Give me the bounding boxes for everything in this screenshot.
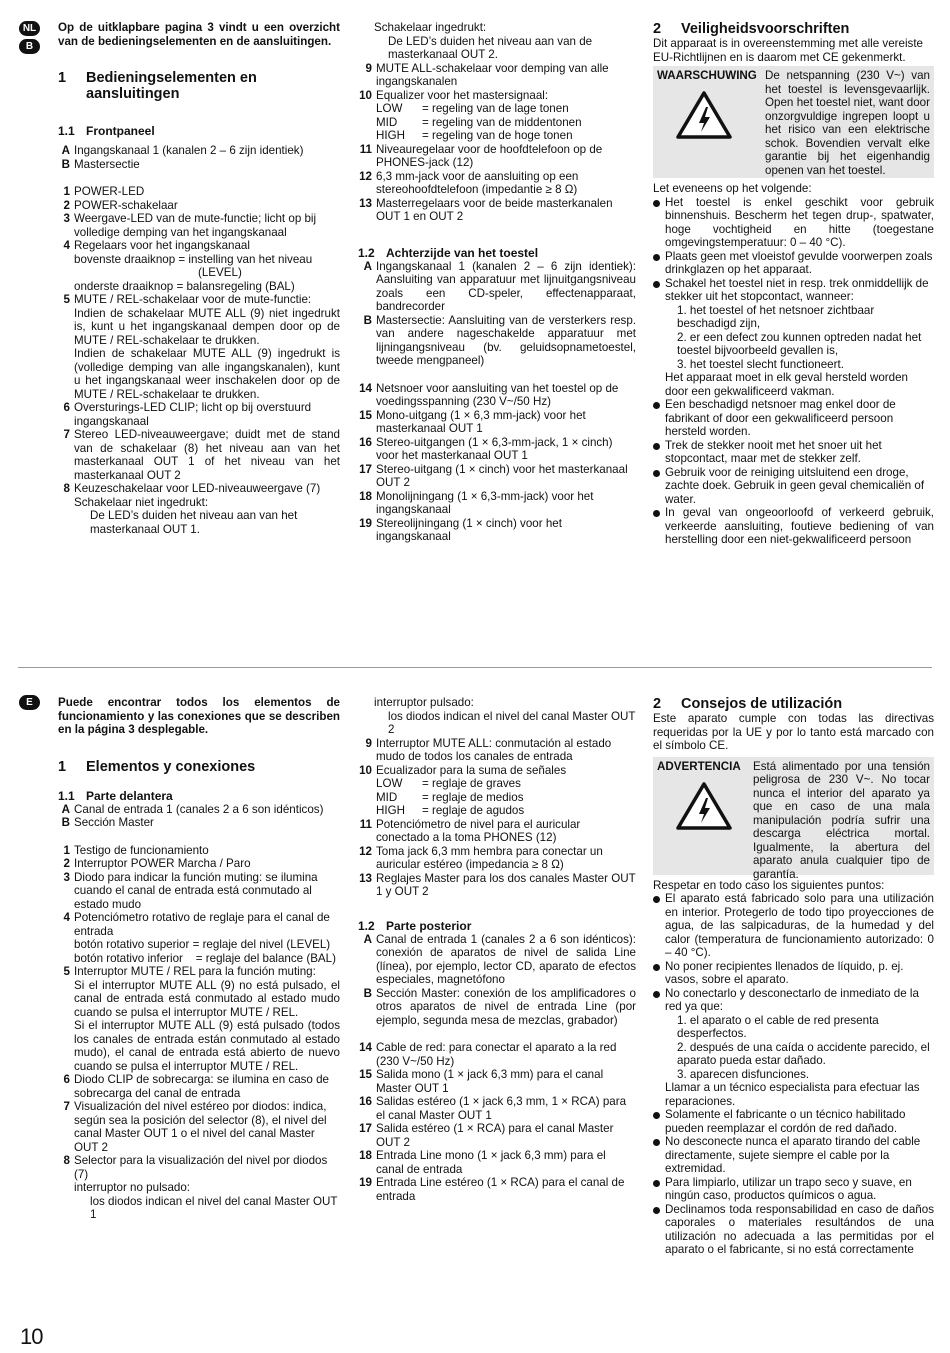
nl-front-b: B Mastersectie <box>61 157 140 171</box>
nl-warning-box <box>653 66 934 178</box>
es-section-1-title: 1 Elementos y conexiones <box>58 758 256 775</box>
nl-rear-item-16: 16 Stereo-uitgangen (1 × 6,3-mm-jack, 1 × cinch) voor het masterkanaal OUT 1 <box>359 435 613 462</box>
es-rear-item-18: 18 Entrada Line mono (1 × jack 6,3 mm) para el canal de entrada <box>359 1149 606 1176</box>
es-note: Respetar en todo caso los siguientes puntos: <box>653 878 885 892</box>
es-bullet-3: No conectarlo y desconectarlo de inmediato de la red ya que: 1. el aparato o el cable de red presenta desperfectos. 2. después de una caída o accidente parecido, el aparato pueda estar dañado. 3. aparecen disfunciones. Llamar a un técnico especialista para efectuar las reparaciones. <box>653 987 934 1109</box>
es-front-item-6: 6 Diodo CLIP de sobrecarga: se ilumina en caso de sobrecarga del canal de entrada <box>63 1073 330 1100</box>
es-front-item-9: 9 Interruptor MUTE ALL: conmutación al estado mudo de todos los canales de entrada <box>365 736 612 763</box>
es-front-item-11: 11 Potenciómetro de nivel para el auricular conectado a la toma PHONES (12) <box>359 817 581 844</box>
es-rear-item-17: 17 Salida estéreo (1 × RCA) para el canal Master OUT 2 <box>359 1122 614 1149</box>
es-column-1 <box>58 696 340 1222</box>
nl-column-1 <box>58 21 340 536</box>
nl-rear-item-15: 15 Mono-uitgang (1 × 6,3 mm-jack) voor het masterkanaal OUT 1 <box>359 408 586 435</box>
es-section-2-intro: Este aparato cumple con todas las directivas requeridas por la UE y por lo tanto está marcado con el símbolo CE. <box>653 712 934 752</box>
nl-front-item-10: 10 Equalizer voor het mastersignaal: LOW = regeling van de lage tonen MID = regeling van de middentonen HIGH = regeling van de hoge tonen <box>359 88 582 142</box>
es-front-item-12: 12 Toma jack 6,3 mm hembra para conectar un auricular estéreo (impedancia ≥ 8 Ω) <box>359 844 603 871</box>
nl-bullet-7: In geval van ongeoorloofd of verkeerd gebruik, verkeerde aansluiting, foutieve bediening of van herstelling door een niet-gekwalificeerd persoon <box>653 506 934 547</box>
es-rear-item-15: 15 Salida mono (1 × jack 6,3 mm) para el canal Master OUT 1 <box>359 1068 604 1095</box>
nl-rear-b: B Mastersectie: Aansluiting van de versterkers resp. van andere nageschakelde apparatuur met lijningangsniveau (bv. geluidsopnametoestel, tweede mengpaneel) <box>363 313 636 367</box>
es-front-item-5: 5 Interruptor MUTE / REL para la función muting: Si el interruptor MUTE ALL (9) no está pulsado, el canal de entrada está conmutado al estado mudo cuando se pulsa el interruptor MUTE / REL. Si el interruptor MUTE ALL (9) está pulsado (todos los canales de entrada están conmutado al estado mudo), el canal de entrada está abierto de nuevo cuando se pulsa el interruptor MUTE / REL. <box>63 965 340 1073</box>
nl-warning-label: WAARSCHUWING <box>657 69 757 82</box>
nl-bullet-3: Schakel het toestel niet in resp. trek onmiddellijk de stekker uit het stopcontact, wanneer: 1. het toestel of het netsnoer zichtbaar beschadigd zijn, 2. er een defect zou kunnen optreden nadat het toestel bijvoorbeeld gevallen is, 3. het toestel slecht functioneert. Het apparaat moet in elk geval hersteld worden door een gekwalificeerd vakman. <box>653 277 934 399</box>
nl-front-item-5: 5 MUTE / REL-schakelaar voor de mute-functie: Indien de schakelaar MUTE ALL (9) niet ingedrukt is, kunt u het ingangskanaal dempen door op de MUTE / REL-schakelaar te drukken. Indien de schakelaar MUTE ALL (9) ingedrukt is (volledige demping van alle ingangskanalen), kunt u het ingangskanaal weer inschakelen door op de MUTE / REL-schakelaar te drukken. <box>63 293 340 401</box>
es-bullet-2: No poner recipientes llenados de líquido, p. ej. vasos, sobre el aparato. <box>653 960 934 987</box>
es-subsection-1-1-title: 1.1 Parte delantera <box>58 788 173 803</box>
es-bullet-5: No desconecte nunca el aparato tirando del cable directamente, sujete siempre el cable por la extremidad. <box>653 1135 934 1176</box>
nl-section-1-title: 1 Bedieningselementen en aansluitingen <box>58 70 257 102</box>
section-divider <box>18 667 932 668</box>
es-warning-box <box>653 757 934 881</box>
es-switch-pressed-label: interruptor pulsado: <box>374 696 474 709</box>
page-number: 10 <box>20 1324 43 1349</box>
nl-front-item-6: 6 Oversturings-LED CLIP; licht op bij overstuurd ingangskanaal <box>63 401 312 428</box>
es-front-item-1: 1 Testigo de funcionamiento <box>63 843 209 857</box>
nl-bullet-6: Gebruik voor de reiniging uitsluitend een droge, zachte doek. Gebruik in geen geval chemicaliën of water. <box>653 466 934 507</box>
es-front-item-4: 4 Potenciómetro rotativo de reglaje para el canal de entrada botón rotativo superior = reglaje del nivel (LEVEL) botón rotativo inferior = reglaje del balance (BAL) <box>63 911 336 965</box>
language-badge-b: B <box>19 39 40 54</box>
es-column-2 <box>358 696 636 1203</box>
nl-front-item-4: 4 Regelaars voor het ingangskanaal bovenste draaiknop = instelling van het niveau (LEVEL) onderste draaiknop = balansregeling (BAL) <box>63 239 313 293</box>
nl-rear-item-19: 19 Stereolijningang (1 × cinch) voor het ingangskanaal <box>359 516 562 543</box>
nl-front-item-12: 12 6,3 mm-jack voor de aansluiting op een stereohoofdtelefoon (impedantie ≥ 8 Ω) <box>359 169 579 196</box>
nl-front-item-3: 3 Weergave-LED van de mute-functie; licht op bij volledige demping van het ingangskanaal <box>63 212 317 239</box>
nl-front-item-11: 11 Niveauregelaar voor de hoofdtelefoon op de PHONES-jack (12) <box>359 142 603 169</box>
nl-front-item-13: 13 Masterregelaars voor de beide masterkanalen OUT 1 en OUT 2 <box>359 196 613 223</box>
nl-column-3 <box>653 21 934 547</box>
nl-section-2-title: 2 Veiligheidsvoorschriften <box>653 21 850 37</box>
es-rear-b: B Sección Master: conexión de los amplificadores o otros aparatos de nivel de entrada Line (por ejemplo, segunda mesa de mezclas, grabador) <box>363 986 636 1027</box>
es-subsection-1-2-title: 1.2 Parte posterior <box>358 918 472 933</box>
es-rear-a: A Canal de entrada 1 (canales 2 a 6 son idénticos): conexión de aparatos de nivel de salida Line (línea), por ejemplo, lector CD, aparato de efectos especiales, magnetófono <box>363 932 636 986</box>
es-front-b: B Sección Master <box>61 816 154 829</box>
es-rear-item-16: 16 Salidas estéreo (1 × jack 6,3 mm, 1 × RCA) para el canal Master OUT 1 <box>359 1095 627 1122</box>
language-badge-nl: NL <box>19 21 40 36</box>
es-bullet-7: Declinamos toda responsabilidad en caso de daños caporales o materiales resultándos de una utilización no adecuada a las permitidas por el aparato o el fabricante, si no está correctamente <box>653 1203 934 1257</box>
nl-switch-pressed-text: De LED’s duiden het niveau aan van de masterkanaal OUT 2. <box>388 34 593 61</box>
es-front-item-7: 7 Visualización del nivel estéreo por diodos: indica, según sea la posición del selector (8), el nivel del canal Master OUT 1 o el nivel del canal Master OUT 2 <box>63 1100 327 1154</box>
nl-bullet-5: Trek de stekker nooit met het snoer uit het stopcontact, maar met de stekker zelf. <box>653 439 934 466</box>
nl-front-item-8: 8 Keuzeschakelaar voor LED-niveauweergave (7) Schakelaar niet ingedrukt: De LED’s duiden het niveau aan van het masterkanaal OUT 1. <box>63 482 321 536</box>
nl-rear-a: A Ingangskanaal 1 (kanalen 2 – 6 zijn identiek): Aansluiting van apparatuur met lijnuitgangsniveau zoals een CD-speler, effectenapparaat, bandrecorder <box>363 259 636 313</box>
es-front-item-8: 8 Selector para la visualización del nivel por diodos (7) interruptor no pulsado: los diodos indican el nivel del canal Master OUT 1 <box>63 1154 338 1221</box>
nl-rear-item-17: 17 Stereo-uitgang (1 × cinch) voor het masterkanaal OUT 2 <box>359 462 628 489</box>
es-front-a: A Canal de entrada 1 (canales 2 a 6 son idénticos) <box>61 802 324 816</box>
es-rear-item-19: 19 Entrada Line estéreo (1 × RCA) para el canal de entrada <box>359 1176 625 1203</box>
nl-front-item-9: 9 MUTE ALL-schakelaar voor demping van alle ingangskanalen <box>365 61 609 88</box>
nl-front-item-1: 1 POWER-LED <box>63 185 145 198</box>
nl-column-2 <box>358 21 636 544</box>
nl-section-2-intro: Dit apparaat is in overeenstemming met alle vereiste EU-Richtlijnen en is daarom met CE gekenmerkt. <box>653 37 924 64</box>
language-badge-e: E <box>19 695 40 710</box>
es-bullet-4: Solamente el fabricante o un técnico habilitado pueden reemplazar el cordón de red dañado. <box>653 1108 934 1135</box>
es-bullet-6: Para limpiarlo, utilizar un trapo seco y suave, en ningún caso, productos químicos o agua. <box>653 1176 934 1203</box>
nl-bullet-1: Het toestel is enkel geschikt voor gebruik binnenshuis. Bescherm het tegen drup-, spatwater, hoge vochtigheid en hitte (toegestane omgevingstemperatuur: 0 – 40 °C). <box>653 196 934 250</box>
es-front-item-3: 3 Diodo para indicar la función muting: se ilumina cuando el canal de entrada está conmutado al estado mudo <box>63 870 318 911</box>
es-warning-label: ADVERTENCIA <box>657 759 741 773</box>
nl-rear-item-14: 14 Netsnoer voor aansluiting van het toestel op de voedingsspanning (230 V~/50 Hz) <box>359 381 619 408</box>
nl-bullet-2: Plaats geen met vloeistof gevulde voorwerpen zoals drinkglazen op het apparaat. <box>653 250 934 277</box>
es-warning-text: Está alimentado por una tensión peligrosa de 230 V~. No tocar nunca el interior del aparato ya que en caso de una mala manipulación podría sufrir una descarga eléctrica mortal. Igualmente, la abertura del aparato anula cualquier tipo de garantía. <box>753 759 930 881</box>
es-front-item-2: 2 Interruptor POWER Marcha / Paro <box>63 857 251 870</box>
es-front-item-13: 13 Reglajes Master para los dos canales Master OUT 1 y OUT 2 <box>359 871 636 898</box>
high-voltage-warning-icon <box>675 781 733 831</box>
nl-subsection-1-2-title: 1.2 Achterzijde van het toestel <box>358 245 539 260</box>
nl-note: Let eveneens op het volgende: <box>653 182 812 195</box>
nl-intro: Op de uitklapbare pagina 3 vindt u een overzicht van de bedieningselementen en de aansluitingen. <box>58 21 340 48</box>
es-rear-item-14: 14 Cable de red: para conectar el aparato a la red (230 V~/50 Hz) <box>359 1041 617 1068</box>
nl-switch-pressed-label: Schakelaar ingedrukt: <box>374 21 487 34</box>
high-voltage-warning-icon <box>675 90 733 140</box>
nl-front-item-7: 7 Stereo LED-niveauweergave; duidt met de stand van de schakelaar (8) het niveau aan van het masterkanaal OUT 1 of het niveau van het masterkanaal OUT 2 <box>63 428 340 482</box>
nl-subsection-1-1-title: 1.1 Frontpaneel <box>58 124 155 138</box>
nl-warning-text: De netspanning (230 V~) van het toestel is levensgevaarlijk. Open het toestel niet, want door onzorgvuldige ingrepen loopt u het risico van een elektrische schok. Bovendien vervalt elke garantie bij het eigenhandig openen van het toestel. <box>765 69 930 177</box>
es-bullet-1: El aparato está fabricado solo para una utilización en interior. Protegerlo de todo tipo proyecciones de agua, de las salpicaduras, de la humedad y del calor (temperatura de funcionamiento autorizado: 0 – 40 °C). <box>653 892 934 960</box>
nl-bullet-4: Een beschadigd netsnoer mag enkel door de fabrikant of door een gekwalificeerd persoon hersteld worden. <box>653 398 934 439</box>
nl-front-item-2: 2 POWER-schakelaar <box>63 198 178 212</box>
es-intro: Puede encontrar todos los elementos de funcionamiento y las conexiones que se describen en la página 3 desplegable. <box>58 696 340 736</box>
es-front-item-10: 10 Ecualizador para la suma de señales LOW = reglaje de graves MID = reglaje de medios HIGH = reglaje de agudos <box>359 763 567 817</box>
es-section-2-title: 2 Consejos de utilización <box>653 696 843 712</box>
es-column-3 <box>653 696 934 1257</box>
es-switch-pressed-text: los diodos indican el nivel del canal Master OUT 2 <box>388 709 636 736</box>
nl-rear-item-18: 18 Monolijningang (1 × 6,3-mm-jack) voor het ingangskanaal <box>359 489 594 516</box>
nl-front-a: A Ingangskanaal 1 (kanalen 2 – 6 zijn identiek) <box>61 144 304 157</box>
